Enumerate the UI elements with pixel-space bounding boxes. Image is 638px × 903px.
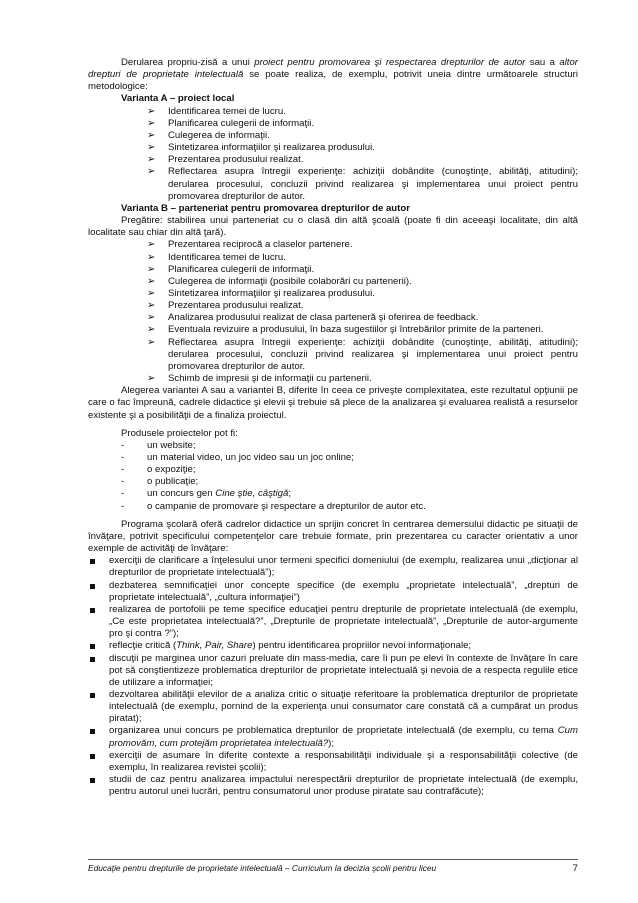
arrow-bullet-icon: ➢ — [147, 154, 156, 166]
list-item: ➢ Sintetizarea informaţiilor şi realizarea produsului. — [147, 287, 375, 299]
arrow-bullet-icon: ➢ — [147, 263, 156, 275]
choice-paragraph: Alegerea variantei A sau a variantei B, diferite în ceea ce priveşte complexitatea, este rezultatul opţiunii pe care o fac împreună, cadrele didactice şi elevii şi trebuie să plece de la analizarea şi evaluarea realistă a resurselor existente şi a posibilităţii de a finaliza proiectul. — [88, 385, 578, 421]
arrow-bullet-icon: ➢ — [147, 373, 156, 385]
square-bullet-icon — [90, 584, 95, 589]
footer-text: Educaţie pentru drepturile de proprietate intelectuală – Curriculum la decizia şcolii pentru liceu — [88, 863, 437, 873]
arrow-bullet-icon: ➢ — [147, 251, 156, 263]
list-item: - o campanie de promovare şi respectare a drepturilor de autor etc. — [121, 500, 426, 512]
square-bullet-icon — [90, 693, 95, 698]
list-item: ➢ Reflectarea asupra întregii experienţe: achiziţii dobândite (cunoştinţe, abilităţi, atitudini); derularea procesului, concluzii privind realizarea şi implementarea unui proiect pentru promovarea drepturilor de autor. — [147, 336, 578, 372]
arrow-bullet-icon: ➢ — [147, 129, 156, 141]
list-item: organizarea unui concurs pe problematica drepturilor de proprietate intelectuală (de exemplu, cu tema Cum promovăm, cum protejăm proprietatea intelectuală?); — [88, 725, 578, 749]
page-footer — [88, 859, 578, 874]
list-item: studii de caz pentru analizarea impactului nerespectării drepturilor de proprietate intelectuală (de exemplu, pentru autorul unei lucrări, pentru consumatorul unor produse piratate sau contrafăcute); — [88, 774, 578, 798]
arrow-bullet-icon: ➢ — [147, 324, 156, 336]
intro-text-3: se poate realiza, de exemplu, potrivit uneia dintre următoarele structuri metodologice: — [88, 69, 578, 93]
arrow-bullet-icon: ➢ — [147, 287, 156, 299]
list-item: ➢ Prezentarea produsului realizat. — [147, 300, 304, 312]
list-item: - un website; — [121, 439, 196, 451]
list-item: ➢ Prezentarea reciprocă a claselor partenere. — [147, 239, 353, 251]
dash-bullet: - — [121, 488, 125, 500]
list-item: exerciţii de asumare în diferite contexte a responsabilităţii individuale şi a responsabilităţii colective (de exemplu, în realizarea revistei şcolii); — [88, 750, 578, 774]
activities-list — [88, 555, 578, 798]
square-bullet-icon — [90, 754, 95, 759]
list-item: ➢ Prezentarea produsului realizat. — [147, 154, 304, 166]
intro-text-1: Derularea propriu-zisă a unui — [121, 57, 255, 68]
dash-bullet: - — [121, 476, 125, 488]
square-bullet-icon — [90, 778, 95, 783]
page-number: 7 — [572, 863, 578, 874]
list-item: dezvoltarea abilităţii elevilor de a analiza critic o situaţie referitoare la problematica drepturilor de proprietate intelectuală (de exemplu, pornind de la experienţa unui consumator care constată că a cumpărat un produs piratat); — [88, 689, 578, 725]
list-item: ➢ Analizarea produsului realizat de clasa parteneră şi oferirea de feedback. — [147, 312, 479, 324]
list-item: ➢ Planificarea culegerii de informaţii. — [147, 117, 315, 129]
dash-bullet: - — [121, 439, 125, 451]
list-item: exerciţii de clarificare a înţelesului unor termeni specifici domeniului (de exemplu, realizarea unui „dicţionar al drepturilor de proprietate intelectuală”); — [88, 555, 578, 579]
dash-bullet: - — [121, 500, 125, 512]
square-bullet-icon — [90, 559, 95, 564]
intro-emphasis-1: proiect pentru promovarea şi respectarea drepturilor de autor — [254, 57, 526, 68]
square-bullet-icon — [90, 608, 95, 613]
products-title: Produsele proiectelor pot fi: — [121, 427, 238, 439]
arrow-bullet-icon: ➢ — [147, 312, 156, 324]
list-item: discuţii pe marginea unor cazuri preluate din mass-media, care îi pun pe elevi în contexte de învăţare în care pot să conştientizeze problematica drepturilor de proprietate intelectuală şi nevoia de a respecta regulile etice de utilizare a informaţiei; — [88, 653, 578, 689]
variant-b-title: Varianta B – parteneriat pentru promovarea drepturilor de autor — [121, 202, 410, 214]
list-item: dezbaterea semnificaţiei unor concepte specifice (de exemplu „proprietate intelectuală”, „drepturi de proprietate intelectuală”, „cultura informaţiei”) — [88, 580, 578, 604]
list-item: ➢ Culegerea de informaţii. — [147, 129, 270, 141]
intro-text-2: sau a — [525, 57, 560, 68]
square-bullet-icon — [90, 729, 95, 734]
square-bullet-icon — [90, 657, 95, 662]
list-item: reflecţie critică (Think, Pair, Share) pentru identificarea propriilor nevoi informaţionale; — [88, 640, 578, 652]
list-item: - un concurs gen Cine ştie, câştigă; — [121, 488, 292, 500]
variant-b-preparation: Pregătire: stabilirea unui parteneriat cu o clasă din altă şcoală (poate fi din aceeaşi localitate, din altă localitate sau chiar din altă ţară). — [88, 215, 578, 239]
dash-bullet: - — [121, 452, 125, 463]
arrow-bullet-icon: ➢ — [147, 275, 156, 287]
list-item: - o publicaţie; — [121, 476, 199, 488]
list-item: ➢ Culegerea de informaţii (posibile colaborări cu partenerii). — [147, 275, 412, 287]
variant-a-title: Varianta A – proiect local — [121, 93, 235, 105]
list-item: ➢ Identificarea temei de lucru. — [147, 251, 286, 263]
program-paragraph: Programa şcolară oferă cadrelor didactice un sprijin concret în centrarea demersului didactic pe situaţii de învăţare, potrivit specificului competenţelor care trebuie formate, prin prezentarea cu caracter orientativ a unor exemple de activităţi de învăţare: — [88, 518, 578, 555]
arrow-bullet-icon: ➢ — [147, 166, 156, 178]
dash-bullet: - — [121, 464, 125, 476]
list-item: ➢ Eventuala revizuire a produsului, în baza sugestiilor şi întrebărilor primite de la parteneri. — [147, 324, 544, 336]
arrow-bullet-icon: ➢ — [147, 239, 156, 251]
arrow-bullet-icon: ➢ — [147, 105, 156, 117]
list-item: - o expoziţie; — [121, 464, 196, 476]
document-page — [88, 57, 578, 798]
arrow-bullet-icon: ➢ — [147, 300, 156, 312]
arrow-bullet-icon: ➢ — [147, 142, 156, 154]
arrow-bullet-icon: ➢ — [147, 336, 156, 348]
list-item: ➢ Schimb de impresii şi de informaţii cu partenerii. — [147, 373, 372, 385]
arrow-bullet-icon: ➢ — [147, 117, 156, 129]
variant-a-list — [88, 106, 578, 203]
products-list — [88, 440, 578, 513]
intro-paragraph — [88, 57, 578, 93]
list-item: ➢ Sintetizarea informaţiilor şi realizarea produsului. — [147, 142, 375, 154]
square-bullet-icon — [90, 644, 95, 649]
list-item: ➢ Planificarea culegerii de informaţii. — [147, 263, 315, 275]
list-item: ➢ Reflectarea asupra întregii experienţe: achiziţii dobândite (cunoştinţe, abilităţi, atitudini); derularea procesului, concluzii privind realizarea şi implementarea unui proiect pentru promovarea drepturilor de autor. — [147, 166, 578, 202]
intro-emphasis-2: altor drepturi de proprietate intelectuală — [88, 57, 578, 81]
list-item: ➢ Identificarea temei de lucru. — [147, 105, 286, 117]
list-item: realizarea de portofolii pe teme specifice educaţiei pentru drepturile de proprietate intelectuală (de exemplu, „Ce este proprietatea intelectuală?”, „Drepturile de proprietate intelectuală”, „Drepturile de autor-argumente pro şi contra ?”); — [88, 604, 578, 640]
list-item: - un material video, un joc video sau un joc online; — [121, 452, 354, 463]
variant-b-list — [88, 239, 578, 385]
